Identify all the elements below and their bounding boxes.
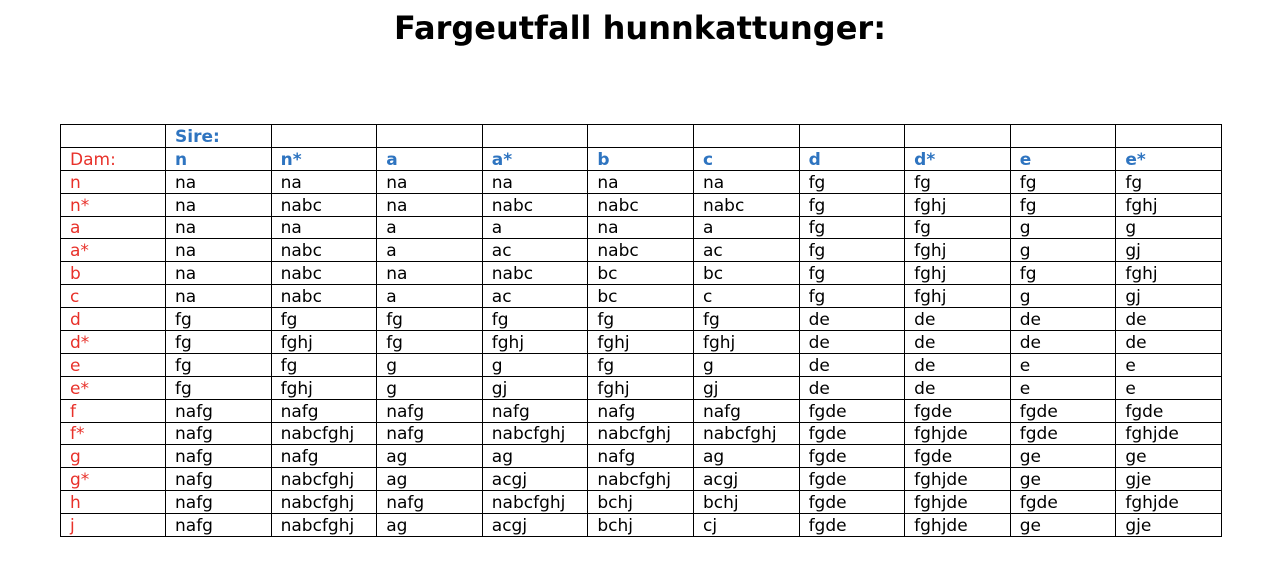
table-row (61, 399, 1222, 422)
outcome-cell: fg (905, 170, 1011, 193)
outcome-cell: g (482, 353, 588, 376)
outcome-cell: nafg (166, 422, 272, 445)
outcome-cell: fgde (799, 468, 905, 491)
outcome-cell: fghj (588, 331, 694, 354)
table-row (61, 422, 1222, 445)
outcome-cell: nafg (166, 468, 272, 491)
outcome-cell: cj (693, 514, 799, 537)
outcome-cell: nabcfghj (588, 468, 694, 491)
outcome-cell: bchj (693, 491, 799, 514)
table-row (61, 308, 1222, 331)
sire-header-cell: e* (1116, 147, 1222, 170)
sire-header-cell: n (166, 147, 272, 170)
dam-cell: a (61, 216, 166, 239)
outcome-cell: de (799, 308, 905, 331)
corner-cell (61, 125, 166, 148)
page-title: Fargeutfall hunnkattunger: (394, 9, 886, 47)
outcome-cell: nafg (482, 399, 588, 422)
outcome-cell: fgde (905, 445, 1011, 468)
outcome-cell: g (1010, 216, 1116, 239)
outcome-cell: e (1116, 353, 1222, 376)
outcome-cell: nabcfghj (271, 422, 377, 445)
outcome-cell: nabc (271, 193, 377, 216)
outcome-cell: g (1116, 216, 1222, 239)
outcome-cell: bchj (588, 491, 694, 514)
outcome-cell: na (588, 170, 694, 193)
sire-header-cell: a* (482, 147, 588, 170)
outcome-cell: fgde (1010, 422, 1116, 445)
sire-label-row (61, 125, 1222, 148)
outcome-cell: fghj (482, 331, 588, 354)
outcome-cell: fgde (1010, 491, 1116, 514)
sire-header-cell: b (588, 147, 694, 170)
empty-cell (482, 125, 588, 148)
outcome-cell: nafg (166, 399, 272, 422)
outcome-cell: ag (693, 445, 799, 468)
outcome-cell: fg (588, 353, 694, 376)
outcome-cell: fg (799, 285, 905, 308)
sire-header-cell: n* (271, 147, 377, 170)
table-row (61, 445, 1222, 468)
outcome-cell: fghj (693, 331, 799, 354)
outcome-cell: nabc (271, 239, 377, 262)
empty-cell (799, 125, 905, 148)
outcome-cell: na (588, 216, 694, 239)
outcome-cell: nabcfghj (271, 514, 377, 537)
outcome-cell: fgde (799, 399, 905, 422)
outcome-cell: bchj (588, 514, 694, 537)
table-row (61, 262, 1222, 285)
outcome-cell: de (799, 353, 905, 376)
outcome-cell: fg (1010, 262, 1116, 285)
outcome-cell: fghjde (905, 514, 1011, 537)
outcome-cell: fg (799, 239, 905, 262)
outcome-cell: fg (377, 331, 483, 354)
outcome-cell: de (905, 353, 1011, 376)
empty-cell (271, 125, 377, 148)
dam-cell: d (61, 308, 166, 331)
outcome-cell: nabc (271, 285, 377, 308)
sire-header-cell: d (799, 147, 905, 170)
empty-cell (588, 125, 694, 148)
dam-cell: f* (61, 422, 166, 445)
outcome-cell: acgj (482, 514, 588, 537)
outcome-cell: nabcfghj (271, 491, 377, 514)
outcome-cell: e (1116, 376, 1222, 399)
outcome-cell: nafg (166, 514, 272, 537)
dam-cell: c (61, 285, 166, 308)
outcome-cell: de (799, 376, 905, 399)
outcome-cell: fghj (905, 239, 1011, 262)
outcome-cell: g (693, 353, 799, 376)
outcome-cell: fghjde (1116, 491, 1222, 514)
dam-cell: j (61, 514, 166, 537)
outcome-cell: na (377, 170, 483, 193)
outcome-cell: fg (1010, 193, 1116, 216)
outcome-cell: gje (1116, 514, 1222, 537)
sire-header-row (61, 147, 1222, 170)
outcome-cell: g (377, 353, 483, 376)
outcome-cell: fg (799, 193, 905, 216)
outcome-cell: fghjde (905, 491, 1011, 514)
outcome-cell: fgde (1116, 399, 1222, 422)
outcome-cell: fghj (905, 193, 1011, 216)
outcome-cell: fgde (799, 514, 905, 537)
outcome-cell: fg (799, 170, 905, 193)
outcome-cell: fgde (799, 491, 905, 514)
outcome-cell: ag (377, 514, 483, 537)
outcome-cell: nabc (588, 193, 694, 216)
outcome-cell: g (1010, 239, 1116, 262)
outcome-cell: fg (905, 216, 1011, 239)
color-outcome-table (60, 124, 1222, 537)
table-row (61, 285, 1222, 308)
outcome-cell: de (905, 376, 1011, 399)
outcome-cell: na (377, 262, 483, 285)
outcome-cell: nabc (588, 239, 694, 262)
outcome-cell: fgde (905, 399, 1011, 422)
outcome-cell: nabc (693, 193, 799, 216)
sire-label: Sire: (166, 125, 272, 148)
outcome-cell: fghj (271, 376, 377, 399)
outcome-cell: ag (377, 468, 483, 491)
outcome-cell: a (377, 285, 483, 308)
outcome-cell: fg (1010, 170, 1116, 193)
empty-cell (1010, 125, 1116, 148)
sire-header-cell: d* (905, 147, 1011, 170)
outcome-cell: fghj (588, 376, 694, 399)
table-row (61, 239, 1222, 262)
table-row (61, 216, 1222, 239)
outcome-cell: nabcfghj (588, 422, 694, 445)
outcome-cell: fg (166, 376, 272, 399)
outcome-cell: gj (693, 376, 799, 399)
outcome-cell: fgde (799, 445, 905, 468)
table-row (61, 491, 1222, 514)
outcome-cell: nafg (588, 399, 694, 422)
outcome-cell: de (1010, 308, 1116, 331)
outcome-cell: fghjde (905, 468, 1011, 491)
dam-cell: e* (61, 376, 166, 399)
outcome-cell: fg (693, 308, 799, 331)
dam-cell: g (61, 445, 166, 468)
outcome-cell: a (377, 216, 483, 239)
table-row (61, 468, 1222, 491)
empty-cell (905, 125, 1011, 148)
outcome-cell: fghj (905, 262, 1011, 285)
outcome-cell: a (693, 216, 799, 239)
outcome-cell: ge (1116, 445, 1222, 468)
table-row (61, 193, 1222, 216)
table-row (61, 514, 1222, 537)
outcome-cell: na (693, 170, 799, 193)
outcome-cell: fgde (799, 422, 905, 445)
outcome-cell: fg (799, 262, 905, 285)
dam-cell: e (61, 353, 166, 376)
outcome-cell: fg (166, 353, 272, 376)
dam-cell: f (61, 399, 166, 422)
dam-cell: d* (61, 331, 166, 354)
outcome-cell: ac (482, 239, 588, 262)
outcome-cell: na (166, 262, 272, 285)
outcome-cell: ac (482, 285, 588, 308)
outcome-cell: de (1116, 308, 1222, 331)
outcome-cell: fg (377, 308, 483, 331)
outcome-cell: ag (482, 445, 588, 468)
outcome-cell: nabcfghj (482, 491, 588, 514)
outcome-cell: fg (482, 308, 588, 331)
dam-cell: h (61, 491, 166, 514)
empty-cell (693, 125, 799, 148)
sire-header-cell: e (1010, 147, 1116, 170)
outcome-cell: nafg (166, 445, 272, 468)
table-row (61, 170, 1222, 193)
dam-cell: g* (61, 468, 166, 491)
dam-cell: n (61, 170, 166, 193)
outcome-cell: na (166, 285, 272, 308)
outcome-cell: fg (1116, 170, 1222, 193)
dam-cell: b (61, 262, 166, 285)
outcome-cell: gje (1116, 468, 1222, 491)
outcome-cell: nafg (271, 445, 377, 468)
outcome-cell: na (166, 239, 272, 262)
outcome-cell: na (377, 193, 483, 216)
outcome-cell: ac (693, 239, 799, 262)
outcome-cell: de (905, 331, 1011, 354)
outcome-cell: na (271, 216, 377, 239)
outcome-cell: nafg (377, 491, 483, 514)
outcome-cell: nabc (482, 262, 588, 285)
outcome-cell: na (166, 216, 272, 239)
empty-cell (1116, 125, 1222, 148)
table-row (61, 331, 1222, 354)
outcome-cell: e (1010, 353, 1116, 376)
outcome-cell: c (693, 285, 799, 308)
outcome-cell: na (166, 193, 272, 216)
outcome-cell: fghj (271, 331, 377, 354)
outcome-cell: nafg (377, 422, 483, 445)
outcome-cell: de (799, 331, 905, 354)
outcome-cell: fghjde (905, 422, 1011, 445)
outcome-cell: fg (166, 331, 272, 354)
outcome-cell: ag (377, 445, 483, 468)
sire-header-cell: c (693, 147, 799, 170)
outcome-cell: ge (1010, 514, 1116, 537)
outcome-cell: nafg (588, 445, 694, 468)
outcome-cell: fg (799, 216, 905, 239)
outcome-cell: ge (1010, 445, 1116, 468)
outcome-cell: gj (482, 376, 588, 399)
outcome-cell: bc (693, 262, 799, 285)
outcome-cell: fghj (1116, 193, 1222, 216)
outcome-cell: na (271, 170, 377, 193)
outcome-cell: bc (588, 285, 694, 308)
outcome-cell: na (482, 170, 588, 193)
outcome-cell: fghj (1116, 262, 1222, 285)
outcome-cell: nafg (693, 399, 799, 422)
outcome-cell: g (377, 376, 483, 399)
dam-cell: a* (61, 239, 166, 262)
outcome-cell: nabcfghj (482, 422, 588, 445)
outcome-cell: gj (1116, 285, 1222, 308)
outcome-cell: de (1116, 331, 1222, 354)
outcome-cell: nabcfghj (271, 468, 377, 491)
outcome-cell: fg (588, 308, 694, 331)
table-row (61, 376, 1222, 399)
outcome-cell: nafg (271, 399, 377, 422)
outcome-cell: acgj (482, 468, 588, 491)
outcome-cell: gj (1116, 239, 1222, 262)
outcome-cell: nafg (166, 491, 272, 514)
outcome-cell: nafg (377, 399, 483, 422)
outcome-cell: a (377, 239, 483, 262)
outcome-cell: g (1010, 285, 1116, 308)
dam-cell: n* (61, 193, 166, 216)
outcome-cell: a (482, 216, 588, 239)
outcome-cell: fgde (1010, 399, 1116, 422)
outcome-cell: fg (271, 353, 377, 376)
table-row (61, 353, 1222, 376)
outcome-cell: de (905, 308, 1011, 331)
outcome-cell: e (1010, 376, 1116, 399)
outcome-cell: fghjde (1116, 422, 1222, 445)
outcome-cell: fg (166, 308, 272, 331)
outcome-cell: fg (271, 308, 377, 331)
outcome-cell: bc (588, 262, 694, 285)
outcome-cell: acgj (693, 468, 799, 491)
empty-cell (377, 125, 483, 148)
outcome-cell: nabcfghj (693, 422, 799, 445)
outcome-cell: fghj (905, 285, 1011, 308)
sire-header-cell: a (377, 147, 483, 170)
outcome-cell: nabc (482, 193, 588, 216)
outcome-cell: ge (1010, 468, 1116, 491)
outcome-cell: de (1010, 331, 1116, 354)
dam-label: Dam: (61, 147, 166, 170)
outcome-cell: na (166, 170, 272, 193)
outcome-cell: nabc (271, 262, 377, 285)
